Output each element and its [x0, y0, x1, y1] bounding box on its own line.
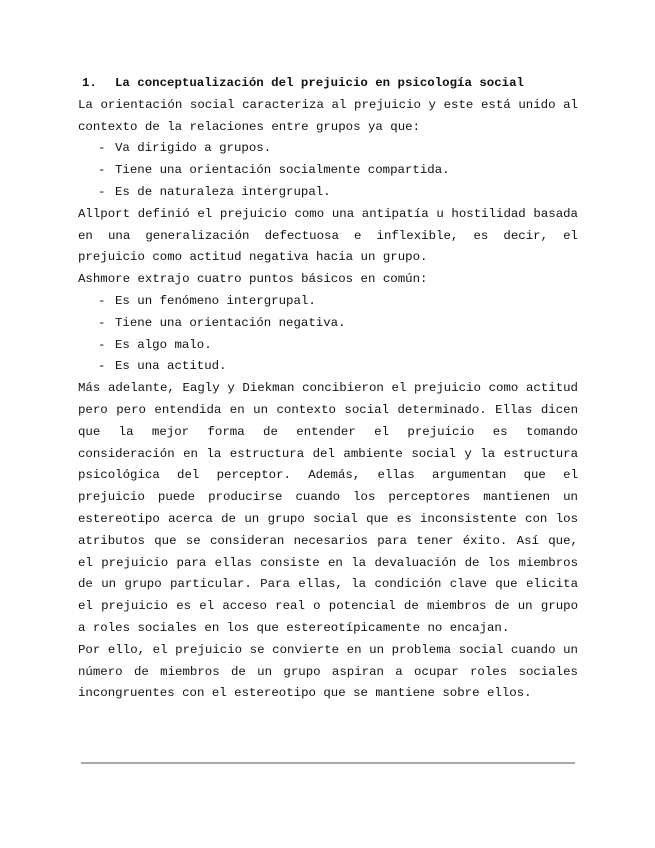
horizontal-rule	[81, 762, 575, 764]
list-item: - Es una actitud.	[78, 356, 578, 378]
intro-paragraph: La orientación social caracteriza al prejuicio y este está unido al contexto de la relaciones entre grupos ya que:	[78, 97, 578, 134]
list-item: - Tiene una orientación socialmente compartida.	[78, 160, 578, 182]
list-item: - Es de naturaleza intergrupal.	[78, 182, 578, 204]
list-item: - Va dirigido a grupos.	[78, 138, 578, 160]
bullet-dash: -	[98, 315, 106, 330]
ashmore-points-list	[78, 291, 578, 378]
bullet-dash: -	[98, 293, 106, 308]
section-heading	[82, 73, 578, 95]
list-item: - Es un fenómeno intergrupal.	[78, 291, 578, 313]
bullet-dash: -	[98, 359, 106, 374]
section-title: La conceptualización del prejuicio en psicología social	[115, 76, 524, 90]
ashmore-paragraph: Ashmore extrajo cuatro puntos básicos en común:	[78, 272, 428, 287]
conclusion-paragraph: Por ello, el prejuicio se convierte en un problema social cuando un número de miembros de un grupo aspiran a ocupar roles sociales incongruentes con el estereotipo que se mantiene sobre ellos.	[78, 642, 578, 701]
list-item: - Es algo malo.	[78, 335, 578, 357]
bullet-dash: -	[98, 184, 106, 199]
document-body	[78, 73, 578, 705]
bullet-dash: -	[98, 163, 106, 178]
bullet-dash: -	[98, 141, 106, 156]
section-number: 1.	[82, 76, 97, 90]
eagly-diekman-paragraph: Más adelante, Eagly y Diekman concibieron el prejuicio como actitud pero pero entendida en un contexto social determinado. Ellas dicen que la mejor forma de entender el prejuicio es tomando consideración en la estructura del ambiente social y la estructura psicológica del perceptor. Además, ellas argumentan que el prejuicio puede producirse cuando los perceptores mantienen un estereotipo acerca de un grupo social que es inconsistente con los atributos que se consideran necesarios para tener éxito. Así que, el prejuicio para ellas consiste en la devaluación de los miembros de un grupo particular. Para ellas, la condición clave que elicita el prejuicio es el acceso real o potencial de miembros de un grupo a roles sociales en los que estereotípicamente no encajan.	[78, 381, 578, 635]
characteristics-list	[78, 138, 578, 203]
list-item: - Tiene una orientación negativa.	[78, 313, 578, 335]
bullet-dash: -	[98, 337, 106, 352]
allport-paragraph: Allport definió el prejuicio como una antipatía u hostilidad basada en una generalización defectuosa e inflexible, es decir, el prejuicio como actitud negativa hacia un grupo.	[78, 206, 578, 265]
